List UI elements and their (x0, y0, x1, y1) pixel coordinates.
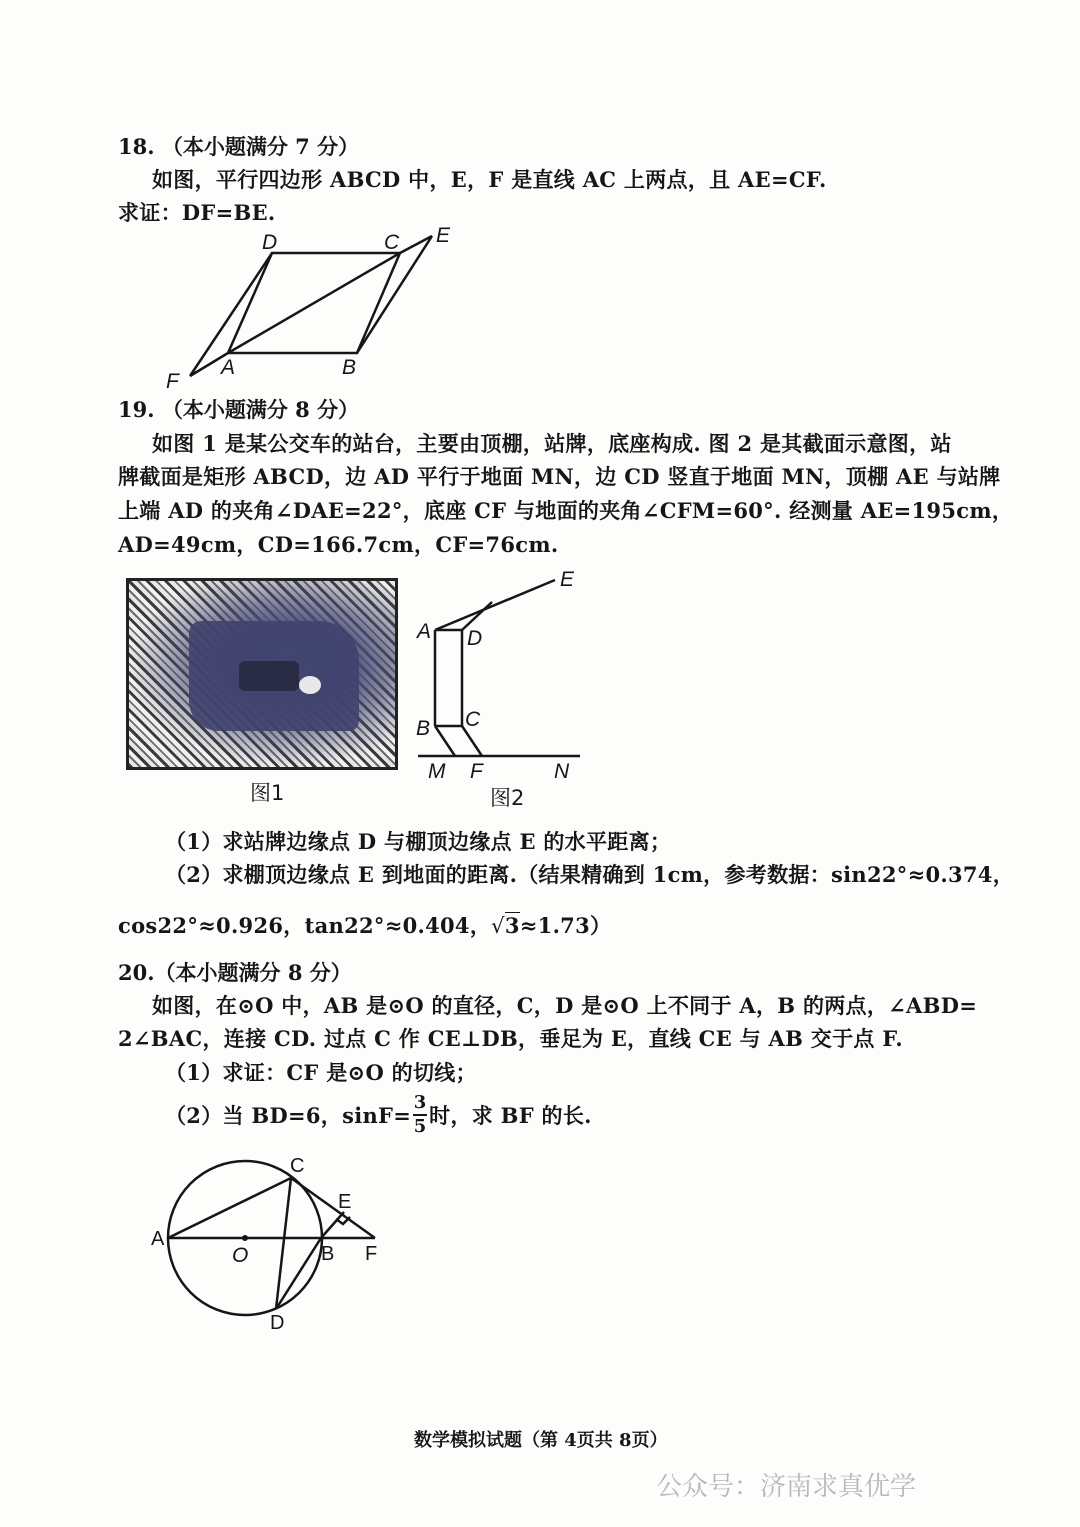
q20-label-D: D (270, 1312, 285, 1334)
q20-label-O: O (232, 1244, 249, 1267)
page-footer: 数学模拟试题（第 4页共 8页） (414, 1430, 668, 1451)
q20-text-line2: 2∠BAC，连接 CD. 过点 C 作 CE⊥DB，垂足为 E，直线 CE 与 AB 交于点 F. (118, 1026, 904, 1051)
q18-heading: 18. （本小题满分 7 分） (118, 134, 360, 159)
q18-label-E: E (436, 224, 451, 247)
q19-text-line1: 如图 1 是某公交车的站台，主要由顶棚，站牌，底座构成. 图 2 是其截面示意图，站 (152, 431, 952, 456)
q19-label-A: A (417, 620, 432, 643)
q19-label-M: M (428, 760, 446, 783)
q20-label-E: E (338, 1191, 352, 1213)
q19-label-B: B (416, 717, 431, 740)
q20-sub2-text-a: （2）当 BD=6，sinF= (165, 1103, 412, 1128)
q19-ref-sqrt-value: ≈1.73） (519, 913, 612, 938)
q19-label-D: D (467, 627, 483, 650)
q20-subquestion-1: （1）求证：CF 是⊙O 的切线； (165, 1060, 477, 1085)
q18-label-B: B (342, 356, 357, 379)
q19-text-line2: 牌截面是矩形 ABCD，边 AD 平行于地面 MN，边 CD 竖直于地面 MN，顶棚 AE 与站牌 (118, 464, 1001, 489)
q19-fig2-caption: 图2 (490, 786, 525, 810)
q20-label-C: C (290, 1155, 305, 1177)
q19-text-line3: 上端 AD 的夹角∠DAE=22°，底座 CF 与地面的夹角∠CFM=60°. 经测量 AE=195cm， (118, 498, 1014, 523)
q19-label-F: F (470, 760, 483, 783)
q19-fig1-caption: 图1 (250, 781, 285, 805)
q19-ref-trig: cos22°≈0.926，tan22°≈0.404， (118, 913, 492, 938)
q18-text-line1: 如图，平行四边形 ABCD 中，E，F 是直线 AC 上两点，且 AE=CF. (152, 167, 827, 192)
q18-text-line2: 求证：DF=BE. (118, 200, 276, 225)
q19-label-N: N (554, 760, 570, 783)
watermark: 公众号：济南求真优学 (656, 1472, 917, 1502)
q19-subquestion-1: （1）求站牌边缘点 D 与棚顶边缘点 E 的水平距离； (165, 829, 672, 854)
q20-text-line1: 如图，在⊙O 中，AB 是⊙O 的直径，C，D 是⊙O 上不同于 A，B 的两点，∠ABD= (152, 993, 978, 1018)
q19-label-E: E (560, 568, 575, 591)
q19-subquestion-2: （2）求棚顶边缘点 E 到地面的距离.（结果精确到 1cm，参考数据：sin22°≈0.374， (165, 862, 1015, 887)
q20-fraction-numerator: 3 (413, 1092, 427, 1113)
sqrt-icon: √ (491, 914, 505, 938)
q20-label-A: A (151, 1228, 165, 1250)
q19-text-line4: AD=49cm，CD=166.7cm，CF=76cm. (118, 532, 559, 557)
q20-sub2-text-b: 时，求 BF 的长. (429, 1103, 592, 1128)
q19-label-C: C (465, 708, 481, 731)
center-point-icon (242, 1235, 248, 1241)
q18-label-C: C (384, 231, 400, 254)
q19-heading: 19. （本小题满分 8 分） (118, 397, 360, 422)
q19-ref-sqrt-radicand: 3 (504, 913, 520, 938)
q18-label-D: D (262, 231, 278, 254)
q20-label-F: F (365, 1243, 378, 1265)
q18-label-F: F (166, 370, 179, 393)
q18-label-A: A (221, 356, 236, 379)
q20-label-B: B (321, 1243, 335, 1265)
q20-fraction-denominator: 5 (413, 1116, 427, 1137)
q20-heading: 20.（本小题满分 8 分） (118, 960, 352, 985)
